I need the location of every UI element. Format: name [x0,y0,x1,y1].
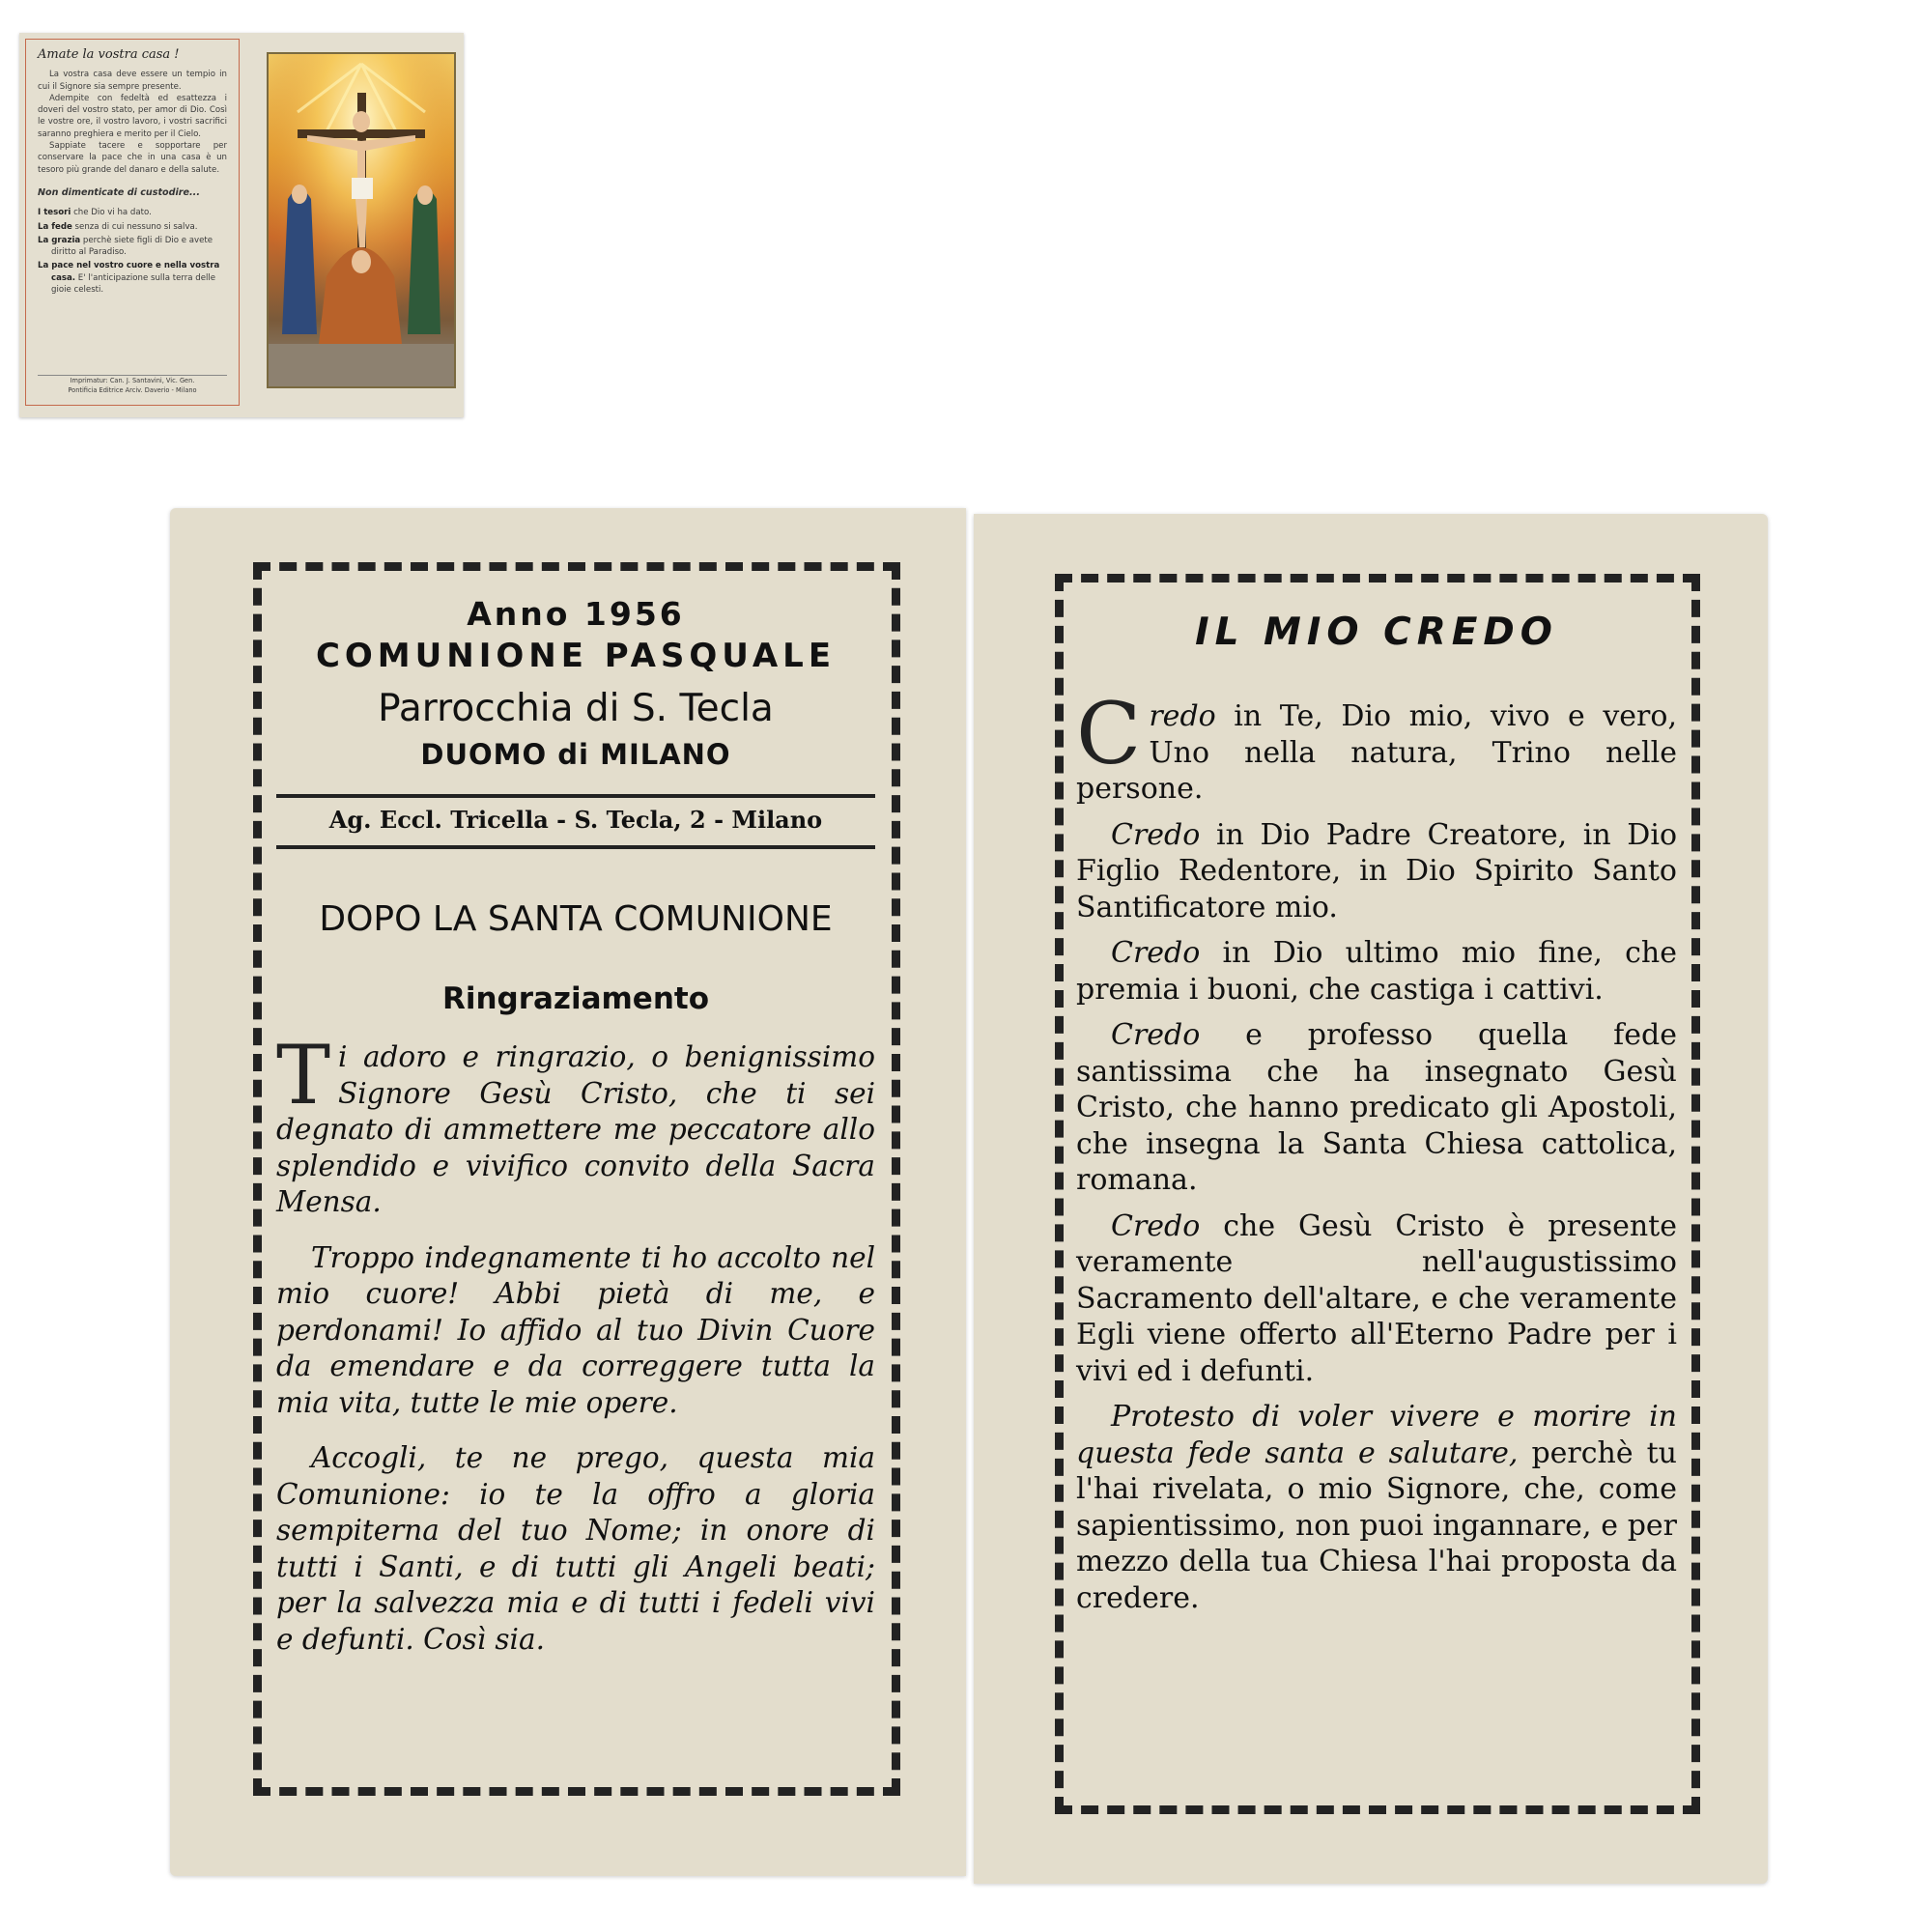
credo-title: IL MIO CREDO [1195,611,1558,654]
parish-name: Parrocchia di S. Tecla [378,687,774,730]
credo-paragraph: Credo e professo quella fede santissima che ha insegnato Gesù Cristo, che hanno predicato gli Apostoli, che insegna la Santa Chiesa cattolica, romana. [1076,1018,1677,1197]
year-heading: Anno 1956 [467,595,685,633]
cathedral-name: DUOMO di MILANO [420,738,731,771]
event-heading: COMUNIONE PASQUALE [315,637,837,675]
thumbnail-list-item: I tesori che Dio vi ha dato. [38,208,152,218]
thumbnail-text-page [25,39,240,406]
right-page-content [1076,611,1677,1616]
agency-line: Ag. Eccl. Tricella - S. Tecla, 2 - Milano [328,806,823,834]
crucifixion-image [269,54,454,386]
prayer-paragraph: Troppo indegnamente ti ho accolto nel mio cuore! Abbi pietà di me, e perdonami! Io affido al tuo Divin Cuore da emendare e da correggere tutta la mia vita, tutte le mie opere. [276,1240,875,1419]
divider [276,845,875,849]
section-subtitle: Ringraziamento [441,981,710,1016]
thumbnail-paragraph: Adempite con fedeltà ed esattezza i doveri del vostro stato, per amor di Dio. Così le vostre ore, il vostro lavoro, i vostri sacrifici saranno preghiera e merito per il Cielo. [38,93,227,139]
divider [276,794,875,798]
thumbnail-paragraph: La vostra casa deve essere un tempio in cui il Signore sia sempre presente. [38,70,227,92]
holy-card-open [170,508,1768,1886]
credo-paragraph: Credo in Dio ultimo mio fine, che premia i buoni, che castiga i cattivi. [1076,936,1677,1007]
credo-paragraph: Credo in Dio Padre Creatore, in Dio Figlio Redentore, in Dio Spirito Santo Santificatore mio. [1076,817,1677,924]
section-title: DOPO LA SANTA COMUNIONE [319,899,833,939]
credo-paragraph: Protesto di voler vivere e morire in questa fede santa e salutare, perchè tu l'hai rivelata, o mio Signore, che, come sapientissimo, non puoi ingannare, e per mezzo della tua Chiesa l'hai proposta da credere. [1076,1400,1677,1615]
drop-cap: C [1076,684,1142,783]
credo-paragraph: Credo che Gesù Cristo è presente veramente nell'augustissimo Sacramento dell'altare, e che veramente Egli viene offerto all'Eterno Padre per i vivi ed i defunti. [1076,1208,1677,1388]
thumbnail-list-item: La fede senza di cui nessuno si salva. [38,221,198,232]
credo-paragraph: Credo in Te, Dio mio, vivo e vero, Uno nella natura, Trino nelle persone. [1076,684,1677,806]
thumbnail-list-item: La pace nel vostro cuore e nella vostra casa. E' l'anticipazione sulla terra delle gioie celesti. [38,261,220,296]
crucifixion-illustration [267,52,456,388]
thumbnail-list-item: La grazia perchè siete figli di Dio e avete diritto al Paradiso. [38,235,213,258]
thumbnail-footer: Imprimatur: Can. J. Santavini, Vic. Gen. Pontificia Editrice Arciv. Daverio - Milano [38,375,227,395]
drop-cap: T [276,1028,331,1122]
left-page-content [276,595,875,1658]
prayer-paragraph: Accogli, te ne prego, questa mia Comunione: io te la offro a gloria sempiterna del tuo Nome; in onore di tutti i Santi, e di tutti gli Angeli beati; per la salvezza mia e di tutti i fedeli vivi e defunti. Così sia. [276,1441,875,1656]
holy-card-thumbnail [19,33,464,417]
thumbnail-heading: Amate la vostra casa ! [38,47,180,62]
thumbnail-subheading: Non dimenticate di custodire... [38,186,200,198]
left-page [170,508,966,1876]
prayer-paragraph: Ti adoro e ringrazio, o benignissimo Signore Gesù Cristo, che ti sei degnato di ammettere me peccatore allo splendido e vivifico convito della Sacra Mensa. [276,1028,875,1218]
thumbnail-paragraph: Sappiate tacere e sopportare per conservare la pace che in una casa è un tesoro più grande del danaro e della salute. [38,141,227,175]
right-page [974,514,1768,1884]
